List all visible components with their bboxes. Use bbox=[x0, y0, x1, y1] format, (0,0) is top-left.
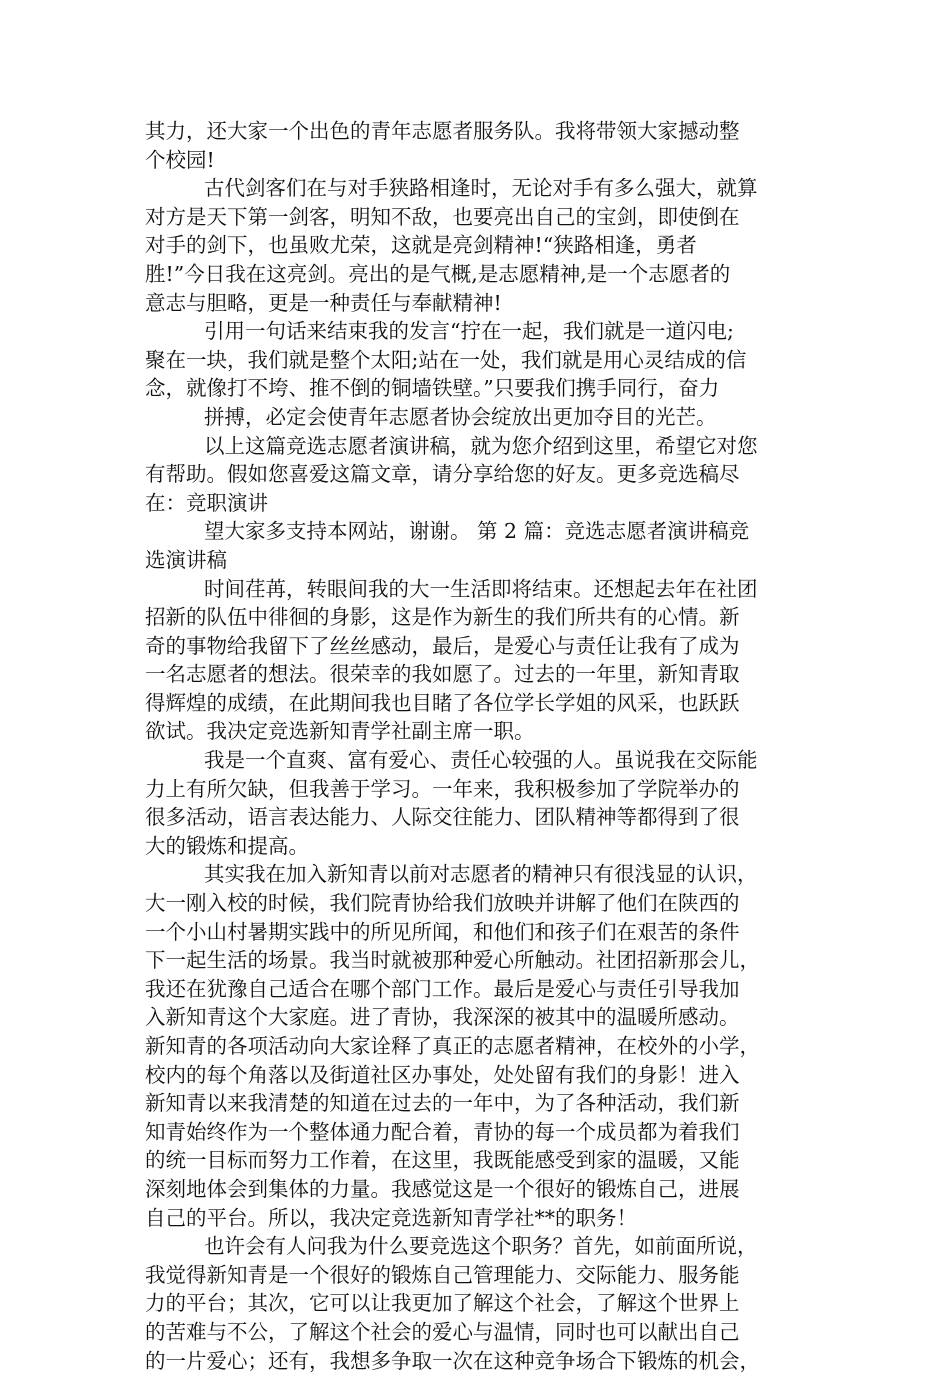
text-line: 深刻地体会到集体的力量。我感觉这是一个很好的锻炼自己，进展 bbox=[145, 1176, 740, 1201]
text-line: 时间荏苒，转眼间我的大一生活即将结束。还想起去年在社团 bbox=[204, 576, 758, 601]
text-line: 意志与胆略，更是一种责任与奉献精神! bbox=[145, 290, 502, 315]
text-line: 以上这篇竞选志愿者演讲稿，就为您介绍到这里，希望它对您 bbox=[204, 433, 758, 458]
text-line: 引用一句话来结束我的发言“拧在一起，我们就是一道闪电; bbox=[204, 319, 734, 344]
text-line: 大的锻炼和提高。 bbox=[145, 833, 309, 858]
text-line: 新知青以来我清楚的知道在过去的一年中，为了各种活动，我们新 bbox=[145, 1091, 740, 1116]
text-line: 有帮助。假如您喜爱这篇文章，请分享给您的好友。更多竞选稿尽 bbox=[145, 462, 740, 487]
text-line: 下一起生活的场景。我当时就被那种爱心所触动。社团招新那会儿， bbox=[145, 948, 760, 973]
text-line: 知青始终作为一个整体通力配合着，青协的每一个成员都为着我们 bbox=[145, 1119, 740, 1144]
text-line: 其实我在加入新知青以前对志愿者的精神只有很浅显的认识， bbox=[204, 862, 758, 887]
text-line: 望大家多支持本网站，谢谢。 第 2 篇：竞选志愿者演讲稿竞 bbox=[204, 519, 750, 544]
text-line: 古代剑客们在与对手狭路相逢时，无论对手有多么强大，就算 bbox=[204, 176, 758, 201]
text-line: 我是一个直爽、富有爱心、责任心较强的人。虽说我在交际能 bbox=[204, 748, 758, 773]
text-line: 一个小山村暑期实践中的所见所闻，和他们和孩子们在艰苦的条件 bbox=[145, 919, 740, 944]
text-line: 选演讲稿 bbox=[145, 547, 227, 572]
text-line: 力上有所欠缺，但我善于学习。一年来，我积极参加了学院举办的 bbox=[145, 776, 740, 801]
text-line: 得辉煌的成绩，在此期间我也目睹了各位学长学姐的风采，也跃跃 bbox=[145, 690, 740, 715]
text-line: 胜!”今日我在这亮剑。亮出的是气概,是志愿精神,是一个志愿者的 bbox=[145, 261, 731, 286]
text-line: 我还在犹豫自己适合在哪个部门工作。最后是爱心与责任引导我加 bbox=[145, 976, 740, 1001]
text-line: 欲试。我决定竞选新知青学社副主席一职。 bbox=[145, 719, 535, 744]
text-line: 其力，还大家一个出色的青年志愿者服务队。我将带领大家撼动整 bbox=[145, 119, 740, 143]
text-line: 招新的队伍中徘徊的身影，这是作为新生的我们所共有的心情。新 bbox=[145, 605, 740, 630]
text-line: 大一刚入校的时候，我们院青协给我们放映并讲解了他们在陕西的 bbox=[145, 891, 740, 916]
document-body bbox=[145, 117, 813, 1375]
text-line: 念，就像打不垮、推不倒的铜墙铁壁。”只要我们携手同行，奋力 bbox=[145, 376, 720, 401]
text-line: 的一片爱心；还有，我想多争取一次在这种竞争场合下锻炼的机会， bbox=[145, 1348, 760, 1373]
text-line: 聚在一块，我们就是整个太阳;站在一处，我们就是用心灵结成的信 bbox=[145, 347, 747, 372]
text-line: 很多活动，语言表达能力、人际交往能力、团队精神等都得到了很 bbox=[145, 805, 740, 830]
text-line: 我觉得新知青是一个很好的锻炼自己管理能力、交际能力、服务能 bbox=[145, 1262, 740, 1287]
text-line: 对手的剑下，也虽败尤荣，这就是亮剑精神!“狭路相逢，勇者 bbox=[145, 233, 697, 258]
text-line: 力的平台；其次，它可以让我更加了解这个社会，了解这个世界上 bbox=[145, 1291, 740, 1316]
text-line: 也许会有人问我为什么要竞选这个职务？首先，如前面所说， bbox=[204, 1234, 758, 1259]
text-line: 拼搏，必定会使青年志愿者协会绽放出更加夺目的光芒。 bbox=[204, 404, 717, 429]
text-line: 奇的事物给我留下了丝丝感动，最后，是爱心与责任让我有了成为 bbox=[145, 633, 740, 658]
text-line: 自己的平台。所以，我决定竞选新知青学社**的职务！ bbox=[145, 1205, 637, 1230]
text-line: 的苦难与不公，了解这个社会的爱心与温情，同时也可以献出自己 bbox=[145, 1319, 740, 1344]
text-line: 个校园! bbox=[145, 147, 215, 172]
text-line: 对方是天下第一剑客，明知不敌，也要亮出自己的宝剑，即使倒在 bbox=[145, 204, 740, 229]
text-line: 一名志愿者的想法。很荣幸的我如愿了。过去的一年里，新知青取 bbox=[145, 662, 740, 687]
text-line: 新知青的各项活动向大家诠释了真正的志愿者精神，在校外的小学， bbox=[145, 1034, 760, 1058]
text-line: 校内的每个角落以及街道社区办事处，处处留有我们的身影！进入 bbox=[145, 1062, 740, 1087]
text-line: 在：竞职演讲 bbox=[145, 490, 268, 515]
text-line: 入新知青这个大家庭。进了青协，我深深的被其中的温暖所感动。 bbox=[145, 1005, 740, 1030]
text-line: 的统一目标而努力工作着，在这里，我既能感受到家的温暖，又能 bbox=[145, 1148, 740, 1173]
